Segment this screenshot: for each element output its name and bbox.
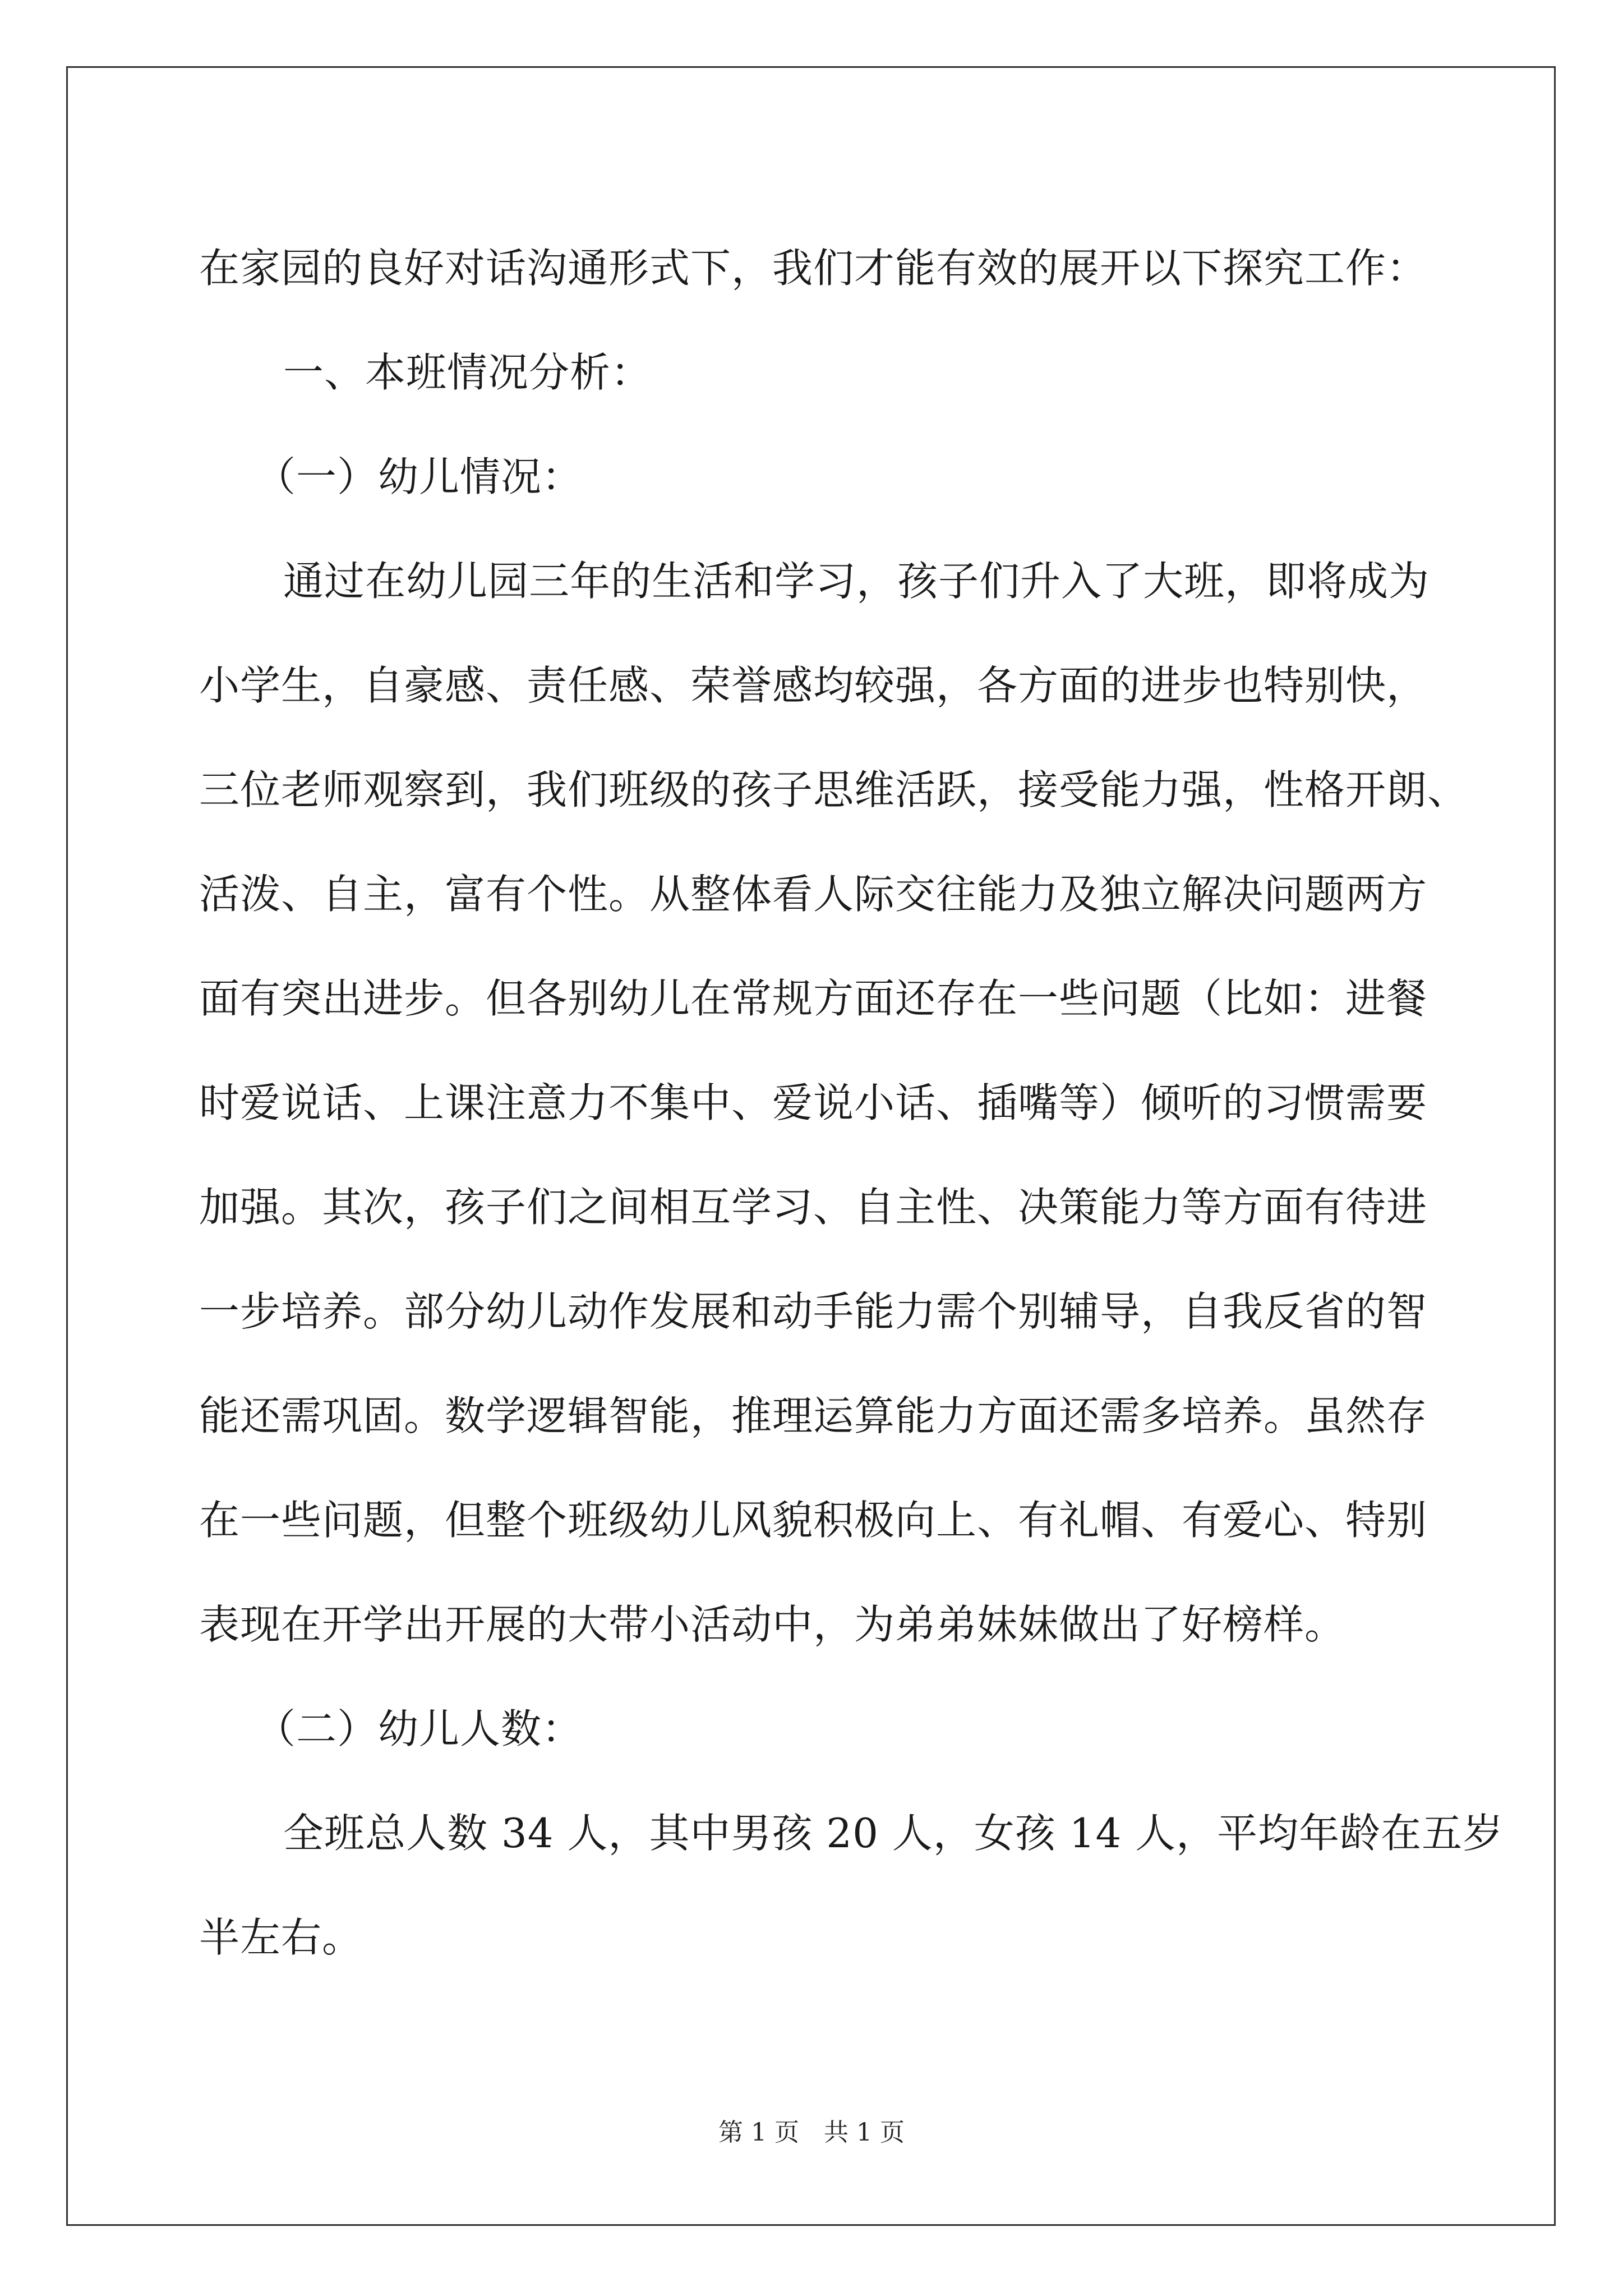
text-line: 在家园的良好对话沟通形式下，我们才能有效的展开以下探究工作： [199,245,1428,292]
text-line: 三位老师观察到，我们班级的孩子思维活跃，接受能力强，性格开朗、 [199,766,1469,813]
text-line: 加强。其次，孩子们之间相互学习、自主性、决策能力等方面有待进 [199,1184,1428,1231]
text-line: 面有突出进步。但各别幼儿在常规方面还存在一些问题（比如：进餐 [199,975,1428,1022]
text-line: 全班总人数 34 人，其中男孩 20 人，女孩 14 人，平均年龄在五岁 [283,1810,1504,1857]
text-line: 能还需巩固。数学逻辑智能，推理运算能力方面还需多培养。虽然存 [199,1392,1428,1439]
page-footer: 第 1 页 共 1 页 [718,2118,905,2147]
text-line: 通过在幼儿园三年的生活和学习，孩子们升入了大班，即将成为 [283,558,1430,605]
text-line: 在一些问题，但整个班级幼儿风貌积极向上、有礼帽、有爱心、特别 [199,1497,1428,1544]
document-body [199,216,1504,1990]
text-line: 活泼、自主，富有个性。从整体看人际交往能力及独立解决问题两方 [199,871,1428,918]
text-line: 小学生，自豪感、责任感、荣誉感均较强，各方面的进步也特别快， [199,662,1428,709]
text-line: 表现在开学出开展的大带小活动中，为弟弟妹妹做出了好榜样。 [199,1601,1346,1648]
text-line: 时爱说话、上课注意力不集中、爱说小话、插嘴等）倾听的习惯需要 [199,1079,1428,1126]
subsection-heading: （一）幼儿情况： [255,453,583,500]
text-line: 半左右。 [199,1914,363,1961]
text-line: 一步培养。部分幼儿动作发展和动手能力需个别辅导，自我反省的智 [199,1288,1428,1335]
section-heading: 一、本班情况分析： [283,349,652,396]
subsection-heading: （二）幼儿人数： [255,1705,583,1752]
